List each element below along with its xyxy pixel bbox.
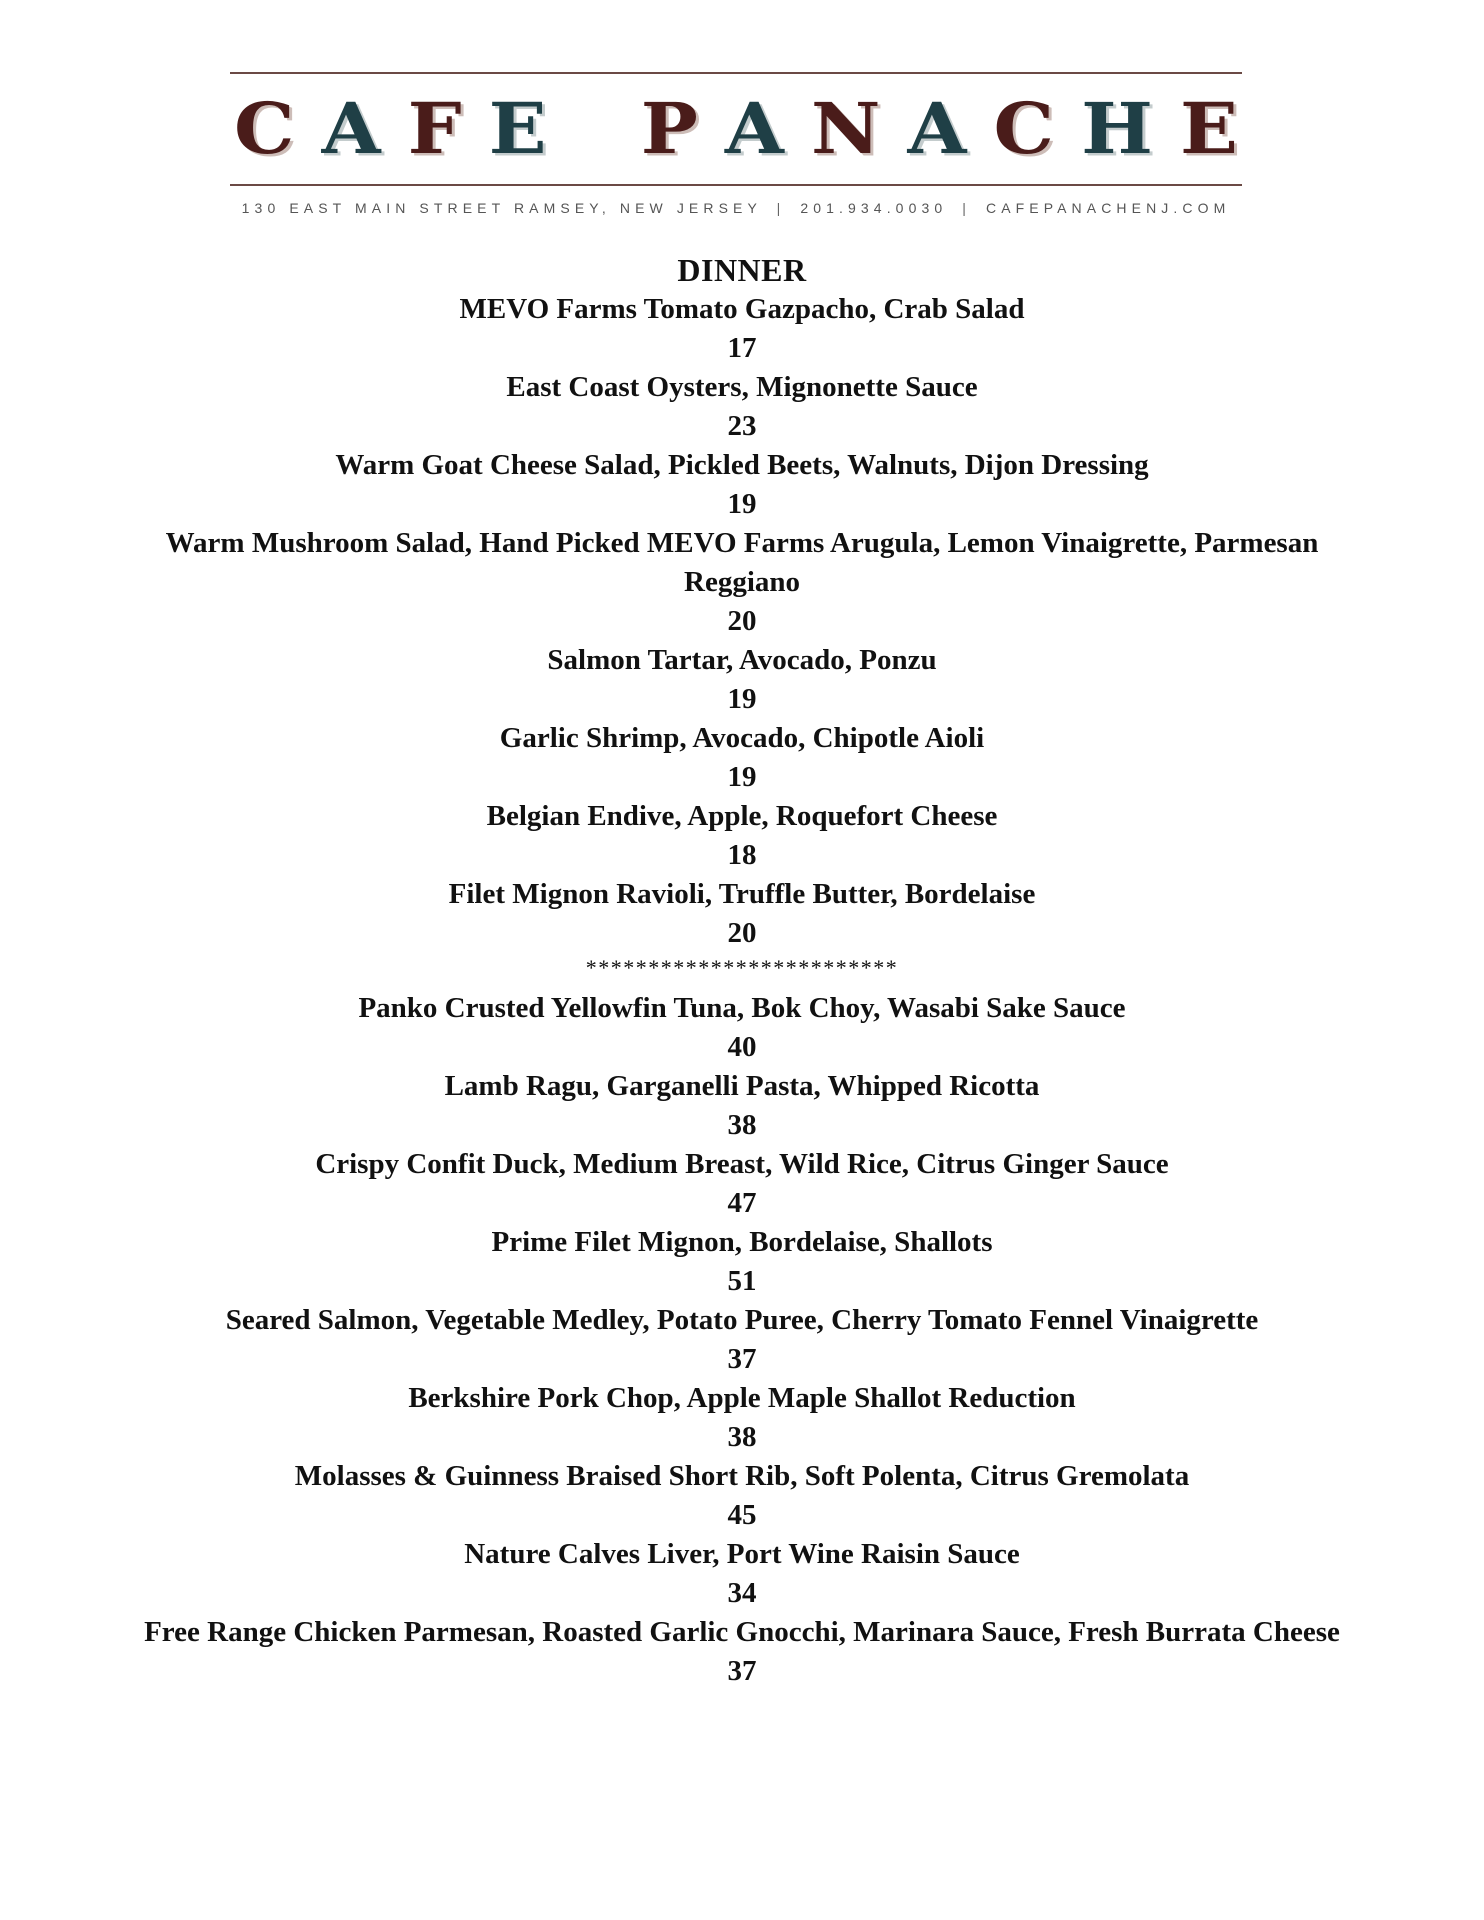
item-name: Free Range Chicken Parmesan, Roasted Garlic Gnocchi, Marinara Sauce, Fresh Burrata Cheese <box>144 1616 1340 1648</box>
item-price: 18 <box>727 839 757 871</box>
item-name: Prime Filet Mignon, Bordelaise, Shallots <box>491 1226 993 1258</box>
logo-letter: C <box>234 87 295 170</box>
contact-line <box>230 200 1242 216</box>
logo-letter: C <box>993 87 1054 170</box>
item-price: 47 <box>727 1187 757 1219</box>
menu-item <box>0 1301 1484 1379</box>
item-name: Garlic Shrimp, Avocado, Chipotle Aioli <box>499 722 985 754</box>
logo-letter: E <box>488 87 547 170</box>
menu-item <box>0 368 1484 446</box>
item-price: 40 <box>727 1031 757 1063</box>
website: CAFEPANACHENJ.COM <box>985 200 1231 216</box>
logo-letter: P <box>640 87 698 170</box>
menu-item <box>0 1145 1484 1223</box>
dinner-menu <box>0 250 1484 1691</box>
logo-letter: A <box>724 87 784 170</box>
item-name: Lamb Ragu, Garganelli Pasta, Whipped Ricotta <box>444 1070 1040 1102</box>
logo-letter: A <box>907 87 967 170</box>
item-price: 38 <box>727 1109 757 1141</box>
menu-item <box>0 641 1484 719</box>
item-name: Molasses & Guinness Braised Short Rib, Soft Polenta, Citrus Gremolata <box>294 1460 1190 1492</box>
logo-letter: F <box>407 87 462 170</box>
item-name: Berkshire Pork Chop, Apple Maple Shallot Reduction <box>408 1382 1076 1414</box>
item-name: Warm Mushroom Salad, Hand Picked MEVO Farms Arugula, Lemon Vinaigrette, Parmesan Reggiano <box>165 527 1319 598</box>
street-address: 130 EAST MAIN STREET RAMSEY, NEW JERSEY <box>241 200 762 216</box>
item-name: Crispy Confit Duck, Medium Breast, Wild Rice, Citrus Ginger Sauce <box>315 1148 1169 1180</box>
menu-item <box>0 1613 1484 1691</box>
item-name: Seared Salmon, Vegetable Medley, Potato Puree, Cherry Tomato Fennel Vinaigrette <box>225 1304 1259 1336</box>
item-price: 23 <box>727 410 757 442</box>
item-price: 19 <box>727 683 757 715</box>
item-price: 17 <box>727 332 757 364</box>
section-divider: ************************* <box>585 955 899 980</box>
item-name: Belgian Endive, Apple, Roquefort Cheese <box>486 800 998 832</box>
menu-title: DINNER <box>677 252 807 288</box>
item-name: Nature Calves Liver, Port Wine Raisin Sauce <box>464 1538 1020 1570</box>
item-price: 37 <box>727 1655 757 1687</box>
item-price: 34 <box>727 1577 757 1609</box>
logo-letter: E <box>1179 87 1238 170</box>
item-name: MEVO Farms Tomato Gazpacho, Crab Salad <box>459 293 1025 325</box>
item-price: 51 <box>727 1265 757 1297</box>
header-bottom-rule <box>230 184 1242 186</box>
menu-item <box>0 875 1484 953</box>
separator: | <box>776 200 786 216</box>
menu-item <box>0 1457 1484 1535</box>
menu-item <box>0 719 1484 797</box>
menu-item <box>0 446 1484 524</box>
item-price: 20 <box>727 605 757 637</box>
logo-letter: H <box>1081 87 1153 170</box>
logo-letter: A <box>321 87 381 170</box>
restaurant-header <box>230 72 1242 216</box>
item-name: Warm Goat Cheese Salad, Pickled Beets, Walnuts, Dijon Dressing <box>335 449 1149 481</box>
menu-item <box>0 524 1484 641</box>
item-name: Panko Crusted Yellowfin Tuna, Bok Choy, Wasabi Sake Sauce <box>358 992 1126 1024</box>
item-price: 37 <box>727 1343 757 1375</box>
phone-number: 201.934.0030 <box>800 200 948 216</box>
item-name: Salmon Tartar, Avocado, Ponzu <box>547 644 937 676</box>
restaurant-logo <box>230 74 1242 184</box>
item-name: Filet Mignon Ravioli, Truffle Butter, Bordelaise <box>448 878 1036 910</box>
logo-letter: N <box>810 87 881 170</box>
menu-item <box>0 1067 1484 1145</box>
item-price: 38 <box>727 1421 757 1453</box>
menu-item <box>0 1379 1484 1457</box>
separator: | <box>962 200 971 216</box>
item-price: 20 <box>727 917 757 949</box>
item-price: 45 <box>727 1499 757 1531</box>
item-name: East Coast Oysters, Mignonette Sauce <box>506 371 978 403</box>
item-price: 19 <box>727 761 757 793</box>
item-price: 19 <box>727 488 757 520</box>
menu-item <box>0 1223 1484 1301</box>
menu-item <box>0 989 1484 1067</box>
menu-item <box>0 290 1484 368</box>
menu-item <box>0 797 1484 875</box>
menu-item <box>0 1535 1484 1613</box>
